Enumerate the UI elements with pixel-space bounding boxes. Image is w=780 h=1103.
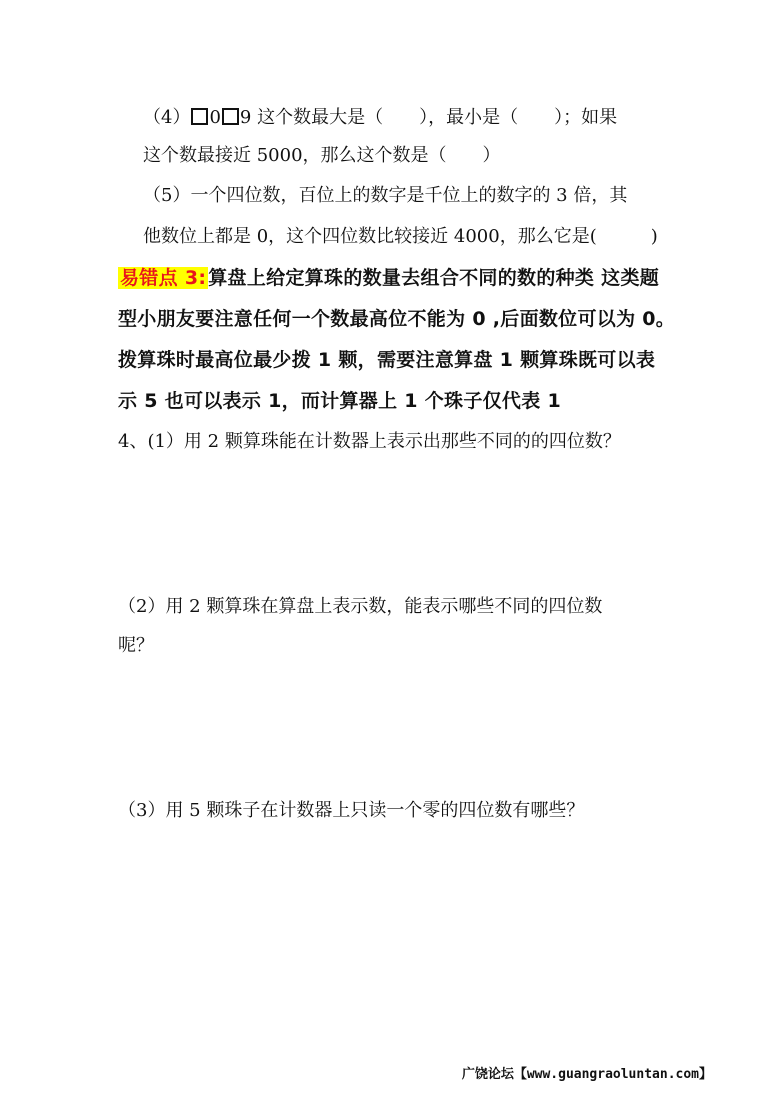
- error-tip-line1: [118, 266, 659, 290]
- question-part-5-line1: （5）一个四位数，百位上的数字是千位上的数字的 3 倍，其: [143, 185, 628, 206]
- middle-digit: 0: [209, 107, 221, 128]
- question-4-sub-1: 4、(1）用 2 颗算珠能在计数器上表示出那些不同的的四位数？: [118, 431, 621, 452]
- question-4-sub-2-line2: 呢？: [118, 635, 154, 656]
- item-text: 9 这个数最大是（ ），最小是（ ）；如果: [239, 107, 618, 128]
- footer-watermark: 广饶论坛【www.guangraoluntan.com】: [461, 1067, 712, 1082]
- error-tip-line3: 拨算珠时最高位最少拨 1 颗，需要注意算盘 1 颗算珠既可以表: [118, 349, 656, 371]
- question-part-5-line2: 他数位上都是 0，这个四位数比较接近 4000，那么它是( ): [143, 226, 658, 247]
- question-4-part-4-line2: 这个数最接近 5000，那么这个数是（ ）: [143, 145, 501, 166]
- question-4-sub-3: （3）用 5 颗珠子在计数器上只读一个零的四位数有哪些？: [118, 800, 585, 821]
- error-tip-text: 算盘上给定算珠的数量去组合不同的数的种类 这类题: [208, 267, 660, 289]
- error-tip-label: 易错点 3:: [120, 267, 207, 289]
- error-tip-line4: 示 5 也可以表示 1，而计算器上 1 个珠子仅代表 1: [118, 390, 561, 412]
- blank-box-thousands: [191, 108, 208, 125]
- error-tip-line2: 型小朋友要注意任何一个数最高位不能为 0 ,后面数位可以为 0。: [118, 308, 676, 330]
- item-number: （4）: [143, 107, 191, 128]
- blank-box-tens: [222, 108, 239, 125]
- question-4-part-4-line1: [143, 106, 617, 130]
- question-4-sub-2-line1: （2）用 2 颗算珠在算盘上表示数，能表示哪些不同的四位数: [118, 596, 603, 617]
